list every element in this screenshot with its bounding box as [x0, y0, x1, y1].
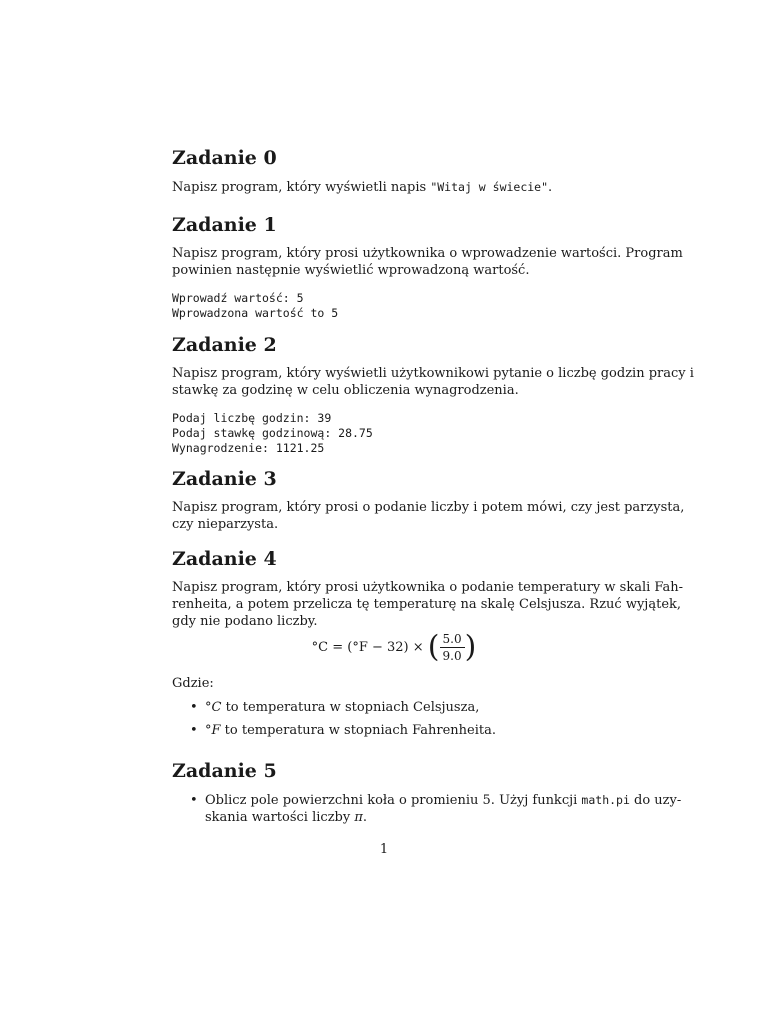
task-5-title: Zadanie 5 — [172, 760, 277, 782]
formula-close-paren: ) — [464, 629, 477, 665]
bullet-text: to temperatura w stopniach Celsjusza, — [221, 700, 480, 715]
task-5-code: math.pi — [581, 793, 630, 807]
task-2-line-2: stawkę za godzinę w celu obliczenia wynagrodzenia. — [172, 383, 519, 398]
task-4-where — [172, 675, 616, 739]
task-2-example-2: Podaj stawkę godzinową: 28.75 — [172, 426, 373, 440]
task-0-title: Zadanie 0 — [172, 147, 277, 169]
task-2-example-3: Wynagrodzenie: 1121.25 — [172, 441, 325, 455]
task-4-line-3: gdy nie podano liczby. — [172, 614, 318, 629]
task-0-text-after: . — [548, 180, 553, 195]
bullet-symbol: °F — [205, 723, 221, 738]
task-5-text-after: do uzy- — [629, 793, 682, 808]
conversion-formula — [172, 629, 616, 665]
task-3-line-1: Napisz program, który prosi o podanie liczby i potem mówi, czy jest parzysta, — [172, 500, 685, 515]
task-5-line-2 — [205, 809, 616, 826]
task-0-code: "Witaj w świecie" — [430, 180, 549, 194]
task-3-line-2: czy nieparzysta. — [172, 517, 279, 532]
task-4-title: Zadanie 4 — [172, 548, 277, 570]
formula-fraction — [440, 632, 465, 663]
list-item — [172, 792, 682, 826]
task-3-title: Zadanie 3 — [172, 468, 277, 490]
task-0-text-before: Napisz program, który wyświetli napis — [172, 180, 431, 195]
bullet-icon: • — [190, 723, 198, 738]
formula-open-paren: ( — [427, 629, 440, 665]
task-5-text-before: Oblicz pole powierzchni koła o promieniu 5. Użyj funkcji — [205, 793, 582, 808]
task-0 — [172, 147, 616, 196]
task-5-bullet-list — [172, 792, 682, 826]
formula-denominator: 9.0 — [442, 649, 462, 663]
bullet-icon: • — [190, 700, 198, 715]
task-5-line-1 — [205, 792, 682, 809]
list-item — [172, 722, 616, 739]
task-2-example-1: Podaj liczbę godzin: 39 — [172, 411, 332, 425]
bullet-symbol: °C — [205, 700, 222, 715]
formula-numerator: 5.0 — [440, 632, 465, 648]
task-4 — [172, 548, 684, 630]
bullet-text: to temperatura w stopniach Fahrenheita. — [220, 723, 497, 738]
task-1-line-1: Napisz program, który prosi użytkownika o wprowadzenie wartości. Program — [172, 246, 683, 261]
task-5-line-2-end: . — [362, 810, 368, 825]
bullet-icon: • — [190, 793, 198, 808]
task-3 — [172, 468, 685, 533]
task-1-example-1: Wprowadź wartość: 5 — [172, 291, 304, 305]
task-1 — [172, 214, 683, 321]
page-number: 1 — [379, 842, 389, 857]
task-4-bullet-list — [172, 699, 616, 739]
task-5-line-2-text: skania wartości liczby — [205, 810, 355, 825]
task-0-text — [172, 179, 616, 196]
pi-symbol: π — [354, 810, 363, 825]
task-5 — [172, 760, 682, 826]
task-2-title: Zadanie 2 — [172, 334, 277, 356]
task-2-line-1: Napisz program, który wyświetli użytkownikowi pytanie o liczbę godzin pracy i — [172, 366, 694, 381]
task-1-title: Zadanie 1 — [172, 214, 277, 236]
task-1-line-2: powinien następnie wyświetlić wprowadzoną wartość. — [172, 263, 530, 278]
task-1-example-2: Wprowadzona wartość to 5 — [172, 306, 339, 320]
task-4-line-2: renheita, a potem przelicza tę temperaturę na skalę Celsjusza. Rzuć wyjątek, — [172, 597, 682, 612]
formula-lhs: °C = (°F − 32) × — [311, 640, 424, 655]
where-label: Gdzie: — [172, 676, 214, 691]
list-item — [172, 699, 616, 716]
task-4-line-1: Napisz program, który prosi użytkownika o podanie temperatury w skali Fah- — [172, 580, 684, 595]
task-2 — [172, 334, 694, 456]
